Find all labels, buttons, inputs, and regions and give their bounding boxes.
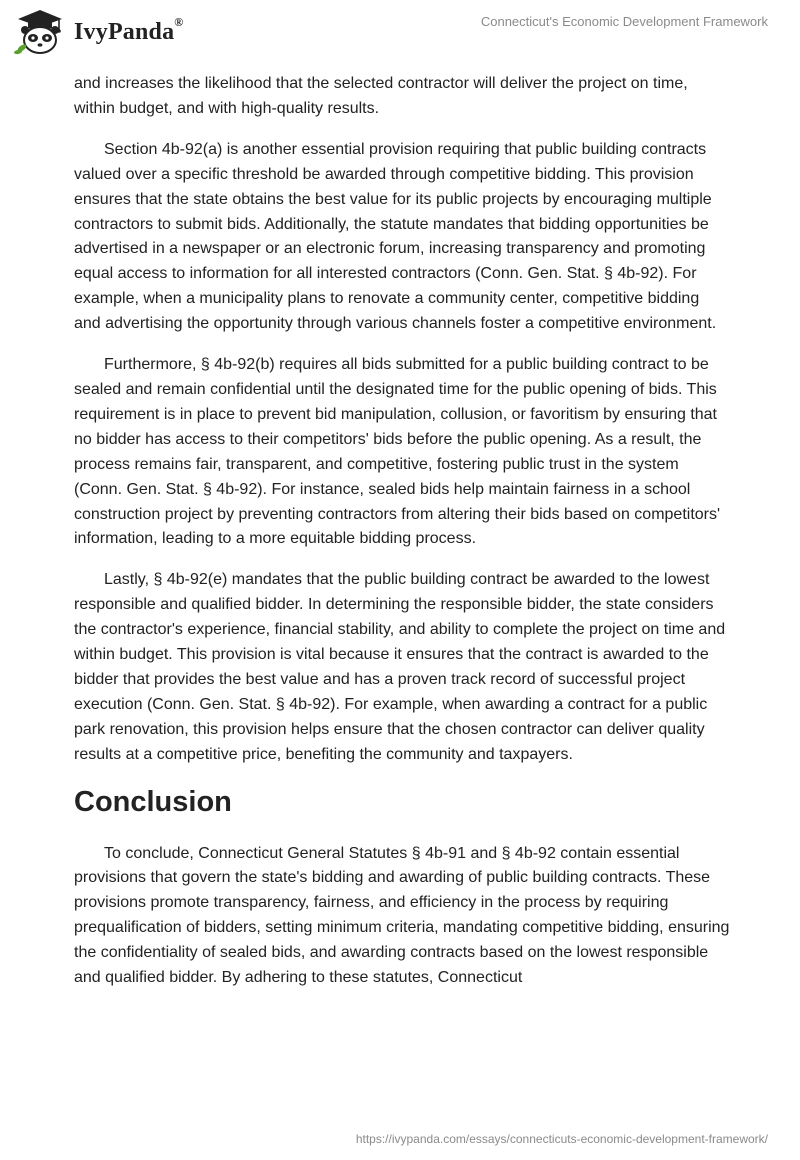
- paragraph-continuation: and increases the likelihood that the selected contractor will deliver the project on time, within budget, and with high-quality results.: [74, 75, 688, 117]
- registered-mark: ®: [174, 14, 184, 29]
- document-title: Connecticut's Economic Development Framework: [480, 14, 768, 29]
- paragraph-4b-92a: Section 4b-92(a) is another essential provision requiring that public building contracts valued over a specific threshold be awarded through competitive bidding. This provision ensures that the state obtains the best value for its public projects by encouraging multiple contractors to submit bids. Additionally, the statute mandates that bidding opportunities be advertised in a newspaper or an electronic forum, increasing transparency and promoting equal access to information for all interested contractors (Conn. Gen. Stat. § 4b-92). For example, when a municipality plans to renovate a community center, competitive bidding and advertising the opportunity through various channels foster a competitive environment.: [74, 140, 717, 333]
- ivypanda-logo[interactable]: [14, 8, 183, 56]
- conclusion-heading: Conclusion: [74, 785, 232, 818]
- panda-icon: [14, 8, 66, 56]
- logo-wordmark: IvyPanda®: [74, 14, 184, 45]
- paragraph-4b-92e: Lastly, § 4b-92(e) mandates that the public building contract be awarded to the lowest responsible and qualified bidder. In determining the responsible bidder, the state considers the contractor's experience, financial stability, and ability to complete the project on time and within budget. This provision is vital because it ensures that the contract is awarded to the bidder that provides the best value and has a proven track record of successful project execution (Conn. Gen. Stat. § 4b-92). For example, when awarding a contract for a public park renovation, this provision helps ensure that the chosen contractor can deliver quality results at a competitive price, benefiting the community and taxpayers.: [74, 571, 726, 763]
- paragraph-conclusion: To conclude, Connecticut General Statutes § 4b-91 and § 4b-92 contain essential provisions that govern the state's bidding and awarding of public building contracts. These provisions promote transparency, fairness, and efficiency in the process by requiring prequalification of bidders, setting minimum criteria, mandating competitive bidding, ensuring the confidentiality of sealed bids, and awarding contracts based on the lowest responsible and qualified bidder. By adhering to these statutes, Connecticut: [74, 844, 730, 987]
- paragraph-4b-92b: Furthermore, § 4b-92(b) requires all bids submitted for a public building contract to be sealed and remain confidential until the designated time for the public opening of bids. This requirement is in place to prevent bid manipulation, collusion, or favoritism by ensuring that no bidder has access to their competitors' bids before the public opening. As a result, the process remains fair, transparent, and competitive, fostering public trust in the system (Conn. Gen. Stat. § 4b-92). For instance, sealed bids help maintain fairness in a school construction project by preventing contractors from altering their bids based on competitors' information, leading to a more equitable bidding process.: [74, 356, 721, 548]
- source-url[interactable]: https://ivypanda.com/essays/connecticuts-economic-development-framework/: [355, 1132, 768, 1146]
- page-header: [0, 0, 800, 70]
- essay-content: [74, 72, 730, 1007]
